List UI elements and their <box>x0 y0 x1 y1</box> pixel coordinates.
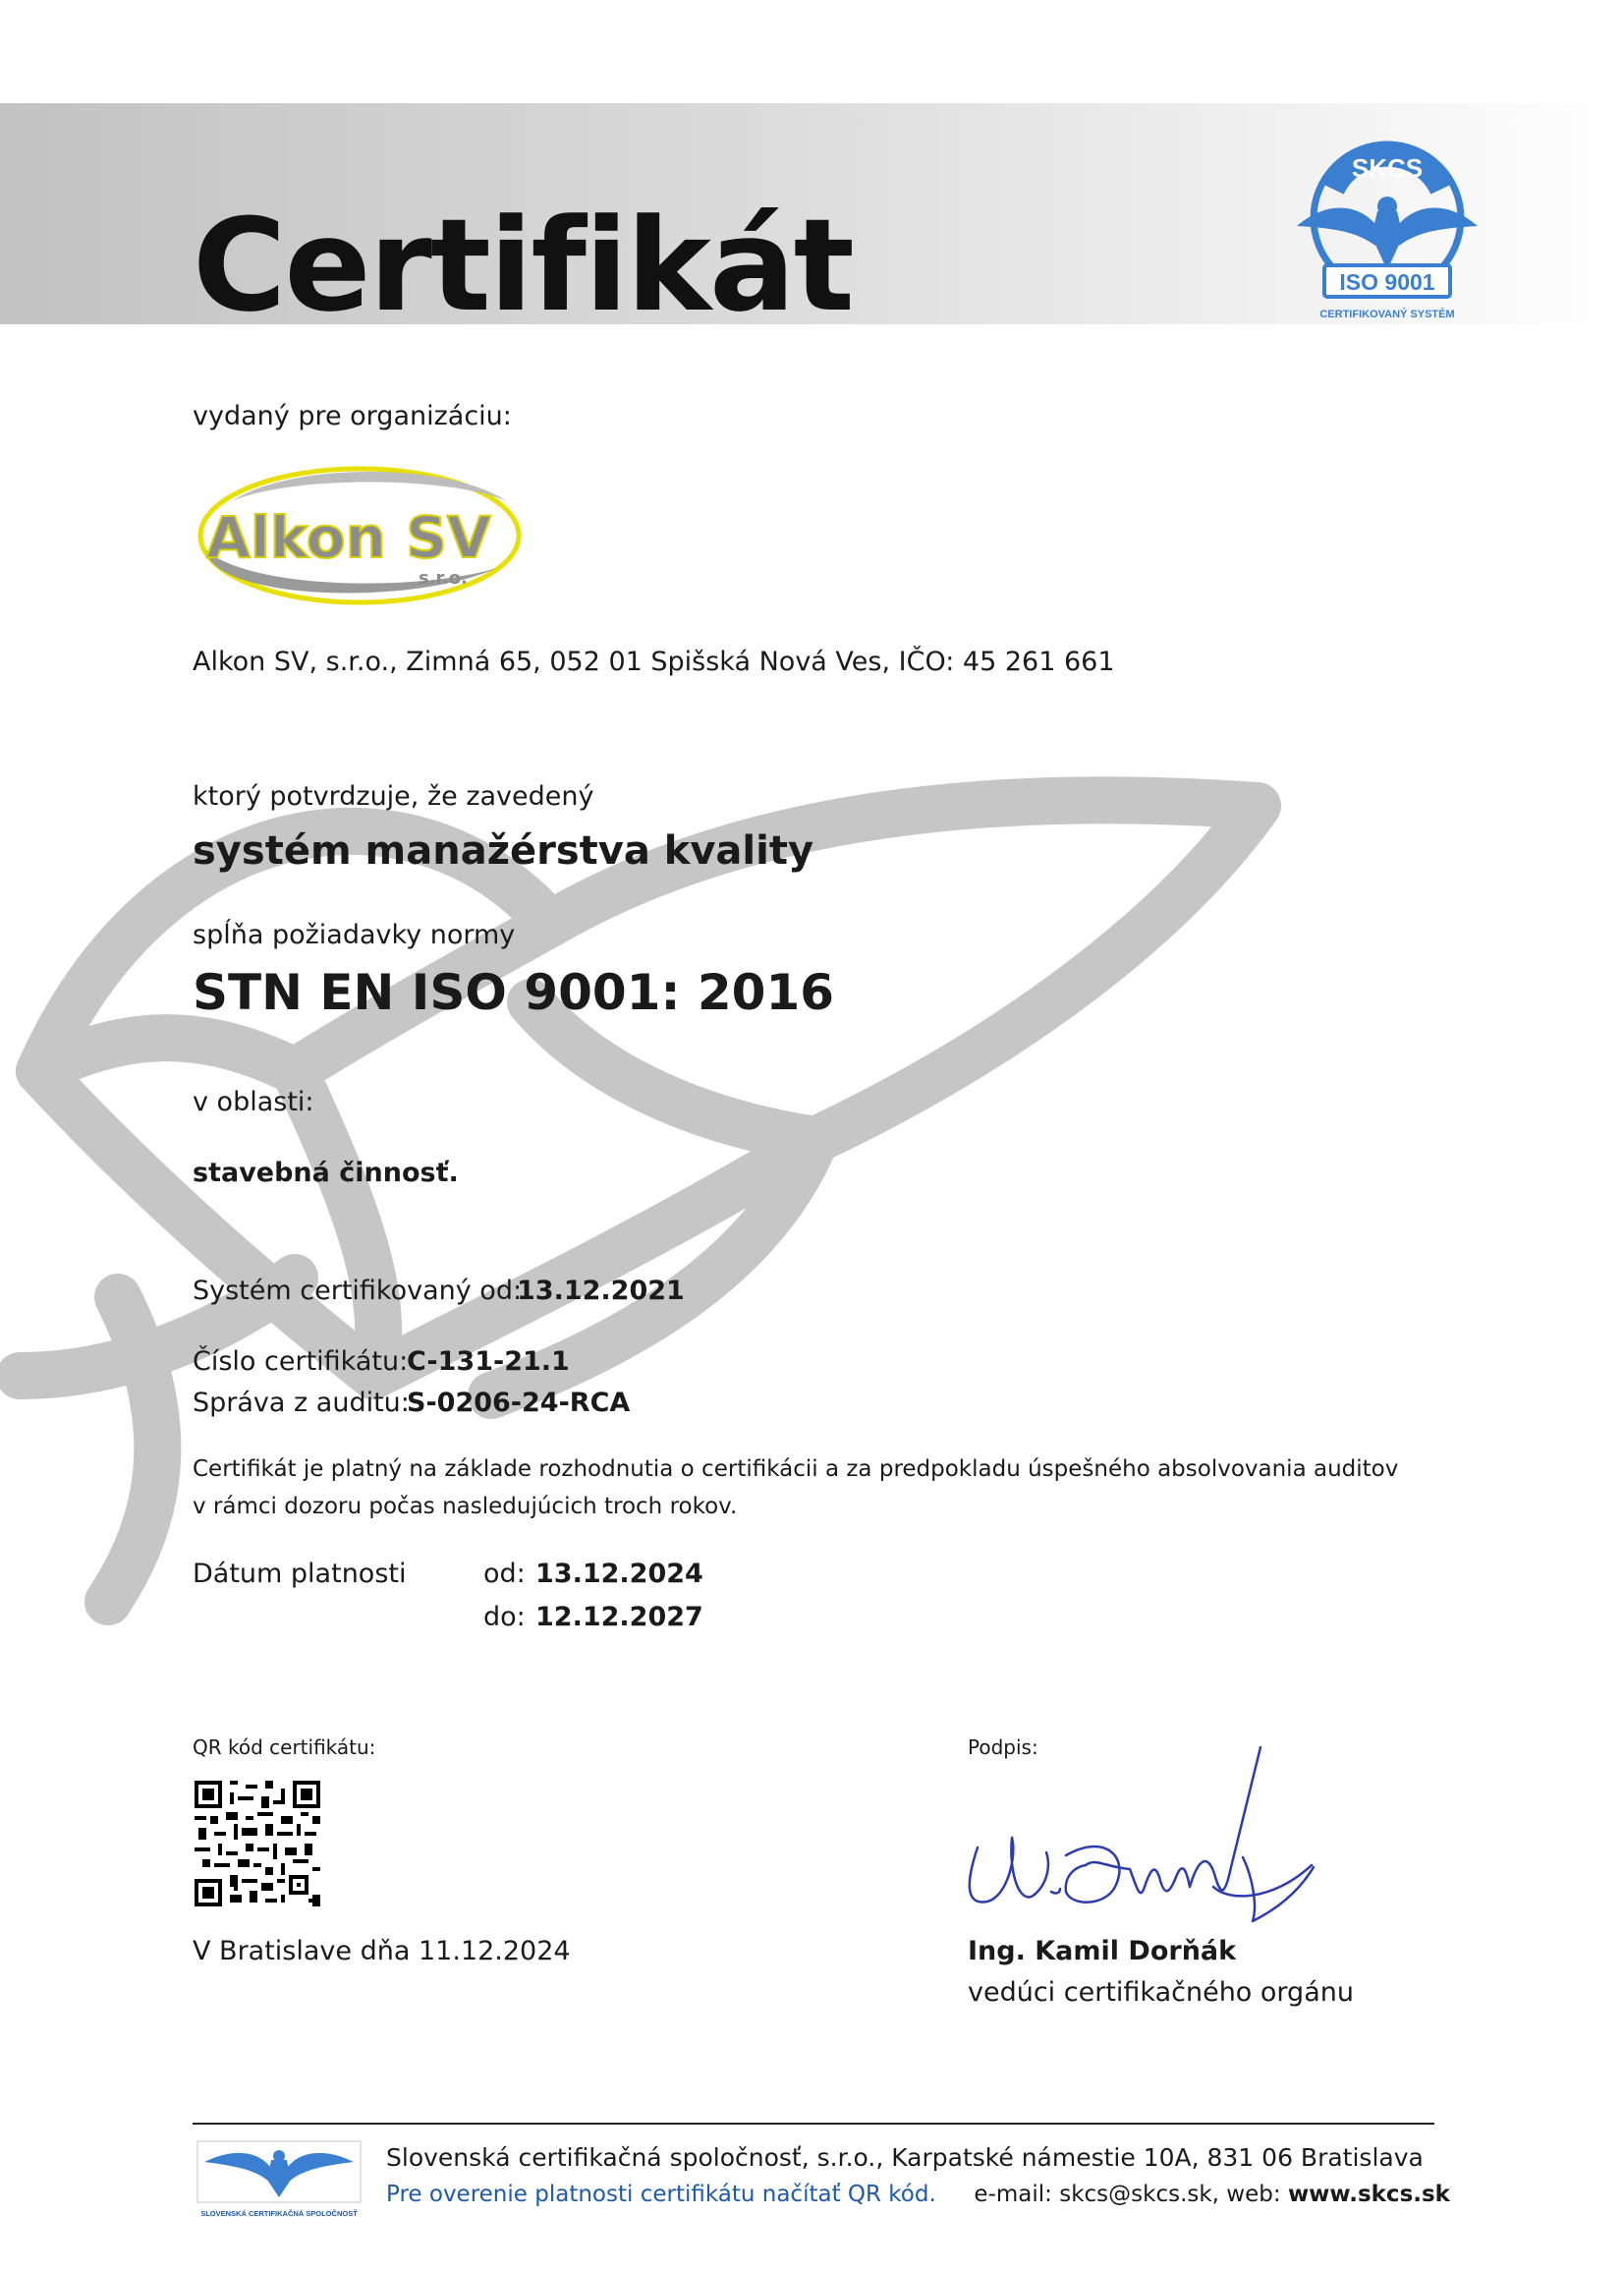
badge-caption: CERTIFIKOVANÝ SYSTÉM <box>1319 309 1455 320</box>
badge-top-text: SKCS <box>1351 153 1424 183</box>
norm-title: STN EN ISO 9001: 2016 <box>193 964 835 1021</box>
signature-label: Podpis: <box>968 1735 1038 1759</box>
skcs-iso-badge <box>1287 138 1493 334</box>
certified-since-label: Systém certifikovaný od: <box>193 1276 523 1306</box>
footer-divider <box>193 2123 1434 2125</box>
cert-number-label: Číslo certifikátu: <box>193 1346 409 1377</box>
scope-label: v oblasti: <box>193 1087 314 1117</box>
qr-label: QR kód certifikátu: <box>193 1735 376 1759</box>
validity-note-line2: v rámci dozoru počas nasledujúcich troch rokov. <box>193 1494 738 1519</box>
place-date: V Bratislave dňa 11.12.2024 <box>193 1936 571 1966</box>
skcs-footer-logo <box>196 2140 362 2221</box>
alkon-logo-text: Alkon SV <box>206 504 491 571</box>
footer-website-link[interactable]: www.skcs.sk <box>1287 2182 1450 2207</box>
footer-contact-line <box>386 2184 1450 2206</box>
valid-to-label: do: <box>483 1602 526 1632</box>
valid-from-value: 13.12.2024 <box>535 1559 703 1589</box>
alkon-logo <box>193 462 527 609</box>
system-name: systém manažérstva kvality <box>193 828 814 874</box>
alkon-logo-sub: s.r.o. <box>419 568 468 589</box>
valid-to-value: 12.12.2027 <box>535 1602 703 1632</box>
validity-note-line1: Certifikát je platný na základe rozhodnutia o certifikácii a za predpokladu úspešného absolvovania auditov <box>193 1456 1399 1482</box>
cert-number-value: C-131-21.1 <box>407 1346 570 1377</box>
validity-label: Dátum platnosti <box>193 1559 407 1589</box>
signatory-name: Ing. Kamil Dorňák <box>968 1936 1237 1966</box>
handwritten-signature <box>958 1735 1331 1936</box>
confirms-label: ktorý potvrdzuje, že zavedený <box>193 781 594 812</box>
badge-standard: ISO 9001 <box>1339 269 1435 295</box>
certificate-qr-code[interactable] <box>195 1781 320 1906</box>
audit-report-value: S-0206-24-RCA <box>407 1388 631 1418</box>
footer-logo-caption: SLOVENSKÁ CERTIFIKAČNÁ SPOLOČNOSŤ <box>200 2209 358 2218</box>
issued-for-label: vydaný pre organizáciu: <box>193 401 512 431</box>
organization-address: Alkon SV, s.r.o., Zimná 65, 052 01 Spišská Nová Ves, IČO: 45 261 661 <box>193 647 1115 677</box>
valid-from-label: od: <box>483 1559 526 1589</box>
certified-since-value: 13.12.2021 <box>517 1276 685 1306</box>
footer-contact-prefix: e-mail: skcs@skcs.sk, web: <box>974 2182 1288 2207</box>
footer-company-line: Slovenská certifikačná spoločnosť, s.r.o., Karpatské námestie 10A, 831 06 Bratislava <box>386 2143 1424 2172</box>
certificate-title: Certifikát <box>193 191 853 340</box>
norm-intro-label: spĺňa požiadavky normy <box>193 920 516 950</box>
audit-report-label: Správa z auditu: <box>193 1388 410 1418</box>
signatory-role: vedúci certifikačného orgánu <box>968 1977 1354 2008</box>
footer-verify-text: Pre overenie platnosti certifikátu načítať QR kód. <box>386 2182 936 2207</box>
scope-value: stavebná činnosť. <box>193 1158 459 1188</box>
